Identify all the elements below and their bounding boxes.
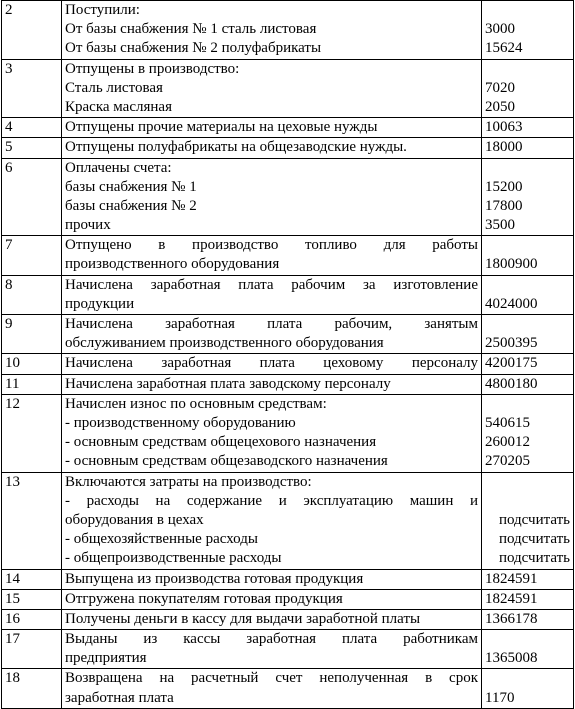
amount-value: 270205 [485, 453, 530, 470]
row-number: 7 [2, 236, 62, 275]
description-line: производственного оборудования [65, 256, 280, 273]
amount-value: 15200 [485, 178, 523, 195]
amount-value: 4800180 [485, 375, 538, 392]
row-amount [482, 275, 574, 314]
amount-value: 10063 [485, 119, 523, 136]
row-number: 6 [2, 158, 62, 236]
row-description [62, 1, 482, 60]
table-row [2, 138, 574, 158]
amount-value: подсчитать [498, 511, 570, 528]
row-description [62, 630, 482, 669]
amount-value: 1824591 [485, 590, 538, 607]
table-row [2, 275, 574, 314]
amount-value [485, 669, 570, 688]
row-number: 15 [2, 589, 62, 609]
description-line: заработная плата [65, 689, 174, 706]
description-line: - общепроизводственные расходы [65, 550, 282, 567]
amount-value: 1824591 [485, 570, 538, 587]
transactions-table [1, 0, 574, 709]
row-number: 4 [2, 118, 62, 138]
description-line: базы снабжения № 2 [65, 197, 197, 214]
row-number: 13 [2, 472, 62, 569]
table-row [2, 374, 574, 394]
row-amount [482, 669, 574, 708]
row-amount [482, 589, 574, 609]
description-line: оборудования в цехах [65, 511, 204, 528]
description-line: прочих [65, 217, 111, 234]
amount-value [485, 60, 570, 79]
row-description [62, 354, 482, 374]
amount-value [485, 395, 570, 414]
table-row [2, 236, 574, 275]
description-line: предприятия [65, 650, 147, 667]
description-line: продукции [65, 295, 135, 312]
amount-value [485, 473, 570, 492]
amount-value [485, 1, 570, 20]
description-line: - расходы на содержание и эксплуатацию машин и [65, 492, 478, 509]
amount-value: 2500395 [485, 335, 538, 352]
description-line: Краска масляная [65, 98, 172, 115]
table-row [2, 630, 574, 669]
amount-value: 2050 [485, 98, 515, 115]
amount-value: 1800900 [485, 256, 538, 273]
amount-value: 1366178 [485, 610, 538, 627]
row-number: 8 [2, 275, 62, 314]
row-description [62, 669, 482, 708]
description-line: обслуживанием производственного оборудования [65, 335, 384, 352]
amount-value: 540615 [485, 415, 530, 431]
row-number: 11 [2, 374, 62, 394]
row-description [62, 236, 482, 275]
row-amount [482, 158, 574, 236]
row-number: 14 [2, 569, 62, 589]
table-row [2, 589, 574, 609]
table-row [2, 59, 574, 118]
amount-value: 3000 [485, 21, 515, 38]
description-line: Выпущена из производства готовая продукция [65, 570, 364, 587]
row-amount [482, 118, 574, 138]
amount-value: 4024000 [485, 295, 538, 312]
amount-value [485, 630, 570, 649]
row-number: 5 [2, 138, 62, 158]
description-line: Начислена заработная плата рабочим за изготовление [65, 276, 478, 293]
table-row [2, 609, 574, 629]
amount-value: 1365008 [485, 650, 538, 667]
row-amount [482, 315, 574, 354]
amount-value: 4200175 [485, 355, 538, 372]
row-number: 12 [2, 394, 62, 472]
description-line: Начислена заработная плата заводскому персоналу [65, 375, 391, 392]
amount-value [485, 236, 570, 255]
amount-value: подсчитать [498, 531, 570, 548]
table-row [2, 315, 574, 354]
row-number: 10 [2, 354, 62, 374]
amount-value [485, 276, 570, 295]
row-number: 9 [2, 315, 62, 354]
description-line: Сталь листовая [65, 79, 163, 96]
description-line: - основным средствам общезаводского назначения [65, 453, 388, 470]
amount-value: 260012 [485, 434, 530, 451]
table-row [2, 354, 574, 374]
description-line: Оплачены счета: [65, 159, 172, 176]
row-amount [482, 59, 574, 118]
description-line: От базы снабжения № 2 полуфабрикаты [65, 40, 322, 57]
row-amount [482, 394, 574, 472]
amount-value [485, 492, 570, 511]
row-description [62, 275, 482, 314]
amount-value [485, 315, 570, 334]
table-row [2, 669, 574, 708]
row-number: 18 [2, 669, 62, 708]
description-line: - производственному оборудованию [65, 415, 296, 431]
description-line: От базы снабжения № 1 сталь листовая [65, 21, 317, 38]
row-description [62, 394, 482, 472]
row-number: 16 [2, 609, 62, 629]
description-line: Начислена заработная плата рабочим, занятым [65, 316, 478, 333]
row-number: 2 [2, 1, 62, 60]
table-row [2, 118, 574, 138]
row-amount [482, 472, 574, 569]
description-line: - основным средствам общецехового назначения [65, 434, 377, 451]
description-line: Поступили: [65, 2, 140, 18]
description-line: Начислен износ по основным средствам: [65, 395, 327, 412]
description-line: Выданы из кассы заработная плата работникам [65, 631, 478, 648]
row-amount [482, 138, 574, 158]
description-line: базы снабжения № 1 [65, 178, 197, 195]
table-row [2, 394, 574, 472]
description-line: Отпущено в производство топливо для работы [65, 237, 478, 254]
description-line: Отпущены прочие материалы на цеховые нужды [65, 119, 378, 136]
row-amount [482, 569, 574, 589]
row-number: 17 [2, 630, 62, 669]
amount-value: 3500 [485, 217, 515, 234]
row-amount [482, 236, 574, 275]
amount-value: 18000 [485, 139, 523, 156]
table-row [2, 1, 574, 60]
row-amount [482, 1, 574, 60]
description-line: - общехозяйственные расходы [65, 531, 258, 548]
row-description [62, 472, 482, 569]
row-description [62, 59, 482, 118]
row-description [62, 138, 482, 158]
description-line: Включаются затраты на производство: [65, 473, 312, 490]
amount-value: 17800 [485, 197, 523, 214]
row-description [62, 158, 482, 236]
transactions-table-body [2, 1, 574, 709]
amount-value: подсчитать [498, 550, 570, 567]
row-description [62, 118, 482, 138]
row-amount [482, 374, 574, 394]
description-line: Отпущены полуфабрикаты на общезаводские нужды. [65, 139, 407, 156]
amount-value [485, 159, 570, 178]
description-line: Отпущены в производство: [65, 60, 240, 77]
row-amount [482, 354, 574, 374]
description-line: Получены деньги в кассу для выдачи заработной платы [65, 610, 421, 627]
row-description [62, 589, 482, 609]
description-line: Начислена заработная плата цеховому персоналу [65, 355, 478, 372]
row-amount [482, 630, 574, 669]
row-description [62, 569, 482, 589]
table-row [2, 569, 574, 589]
row-description [62, 609, 482, 629]
row-description [62, 374, 482, 394]
row-description [62, 315, 482, 354]
row-amount [482, 609, 574, 629]
amount-value: 7020 [485, 79, 515, 96]
amount-value: 15624 [485, 40, 523, 57]
table-row [2, 158, 574, 236]
amount-value: 1170 [485, 689, 515, 706]
row-number: 3 [2, 59, 62, 118]
table-row [2, 472, 574, 569]
description-line: Возвращена на расчетный счет неполученная в срок [65, 670, 478, 687]
description-line: Отгружена покупателям готовая продукция [65, 590, 343, 607]
